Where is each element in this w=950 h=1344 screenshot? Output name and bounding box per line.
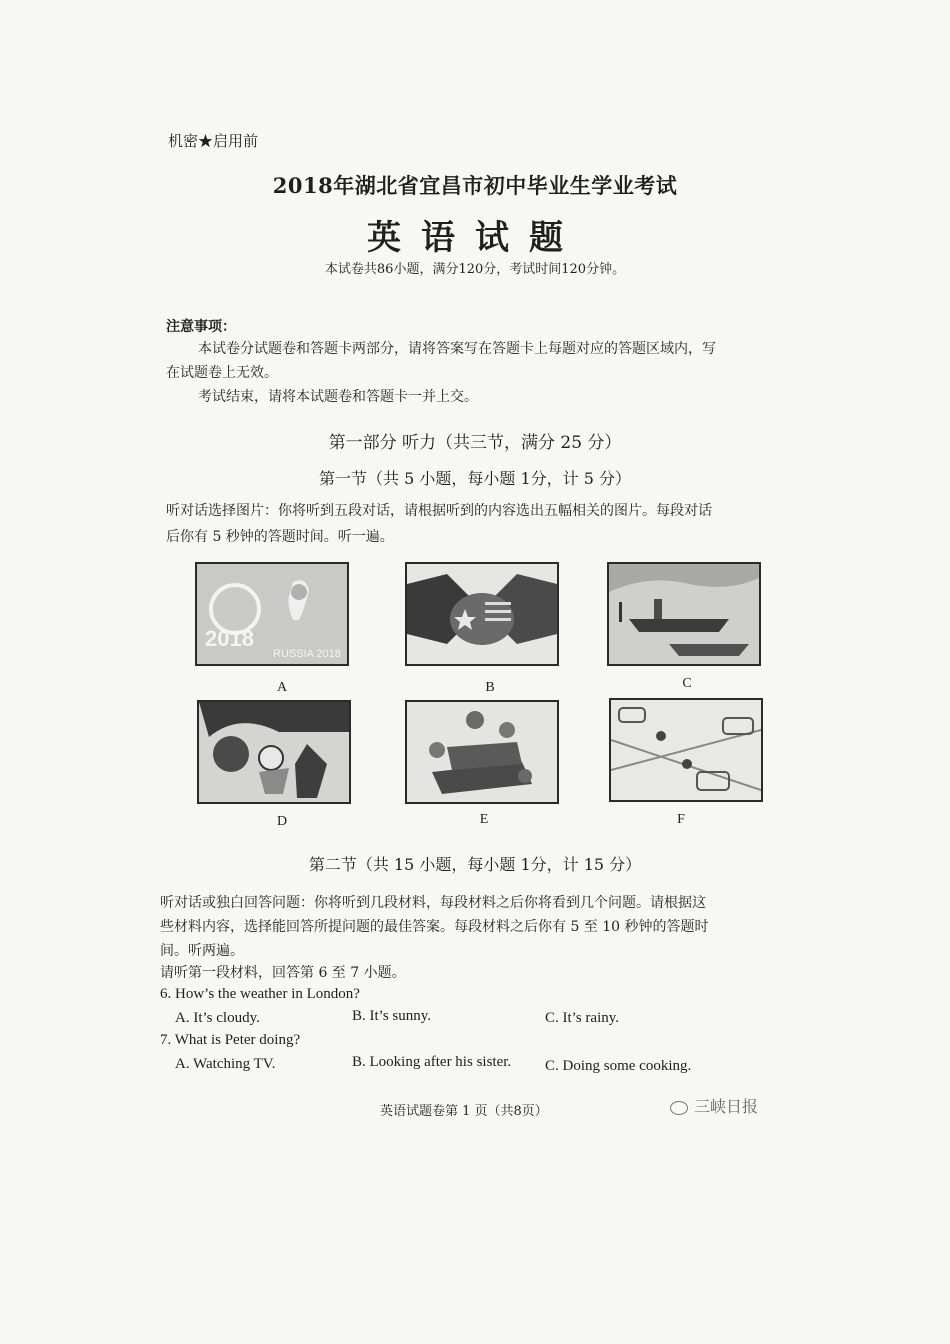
question-7-option-c: C. Doing some cooking. [545, 1058, 692, 1074]
section1-instruction-1: 听对话选择图片：你将听到五段对话，请根据听到的内容选出五幅相关的图片。每段对话 [166, 503, 712, 519]
wechat-icon [670, 1101, 688, 1115]
question-6-option-c: C. It’s rainy. [545, 1010, 620, 1026]
picture-f-crossing [609, 698, 763, 802]
section1-instruction-2: 后你有 5 秒钟的答题时间。听一遍。 [166, 529, 394, 545]
picture-c-label: C [682, 676, 692, 691]
kids-books-icon [407, 702, 557, 802]
question-6-option-a: A. It’s cloudy. [175, 1010, 260, 1026]
picture-e-books [405, 700, 559, 804]
boats-river-icon [609, 564, 759, 664]
picture-f-label: F [677, 812, 685, 827]
section2-instruction-3: 间。听两遍。 [160, 943, 244, 959]
picture-a-worldcup-logo [195, 562, 349, 666]
exam-info: 本试卷共86小题，满分120分，考试时间120分钟。 [324, 262, 626, 277]
subject-title: 英语试题 [367, 218, 583, 258]
picture-b-label: B [485, 680, 495, 695]
notes-line-3: 考试结束，请将本试题卷和答题卡一并上交。 [198, 389, 478, 405]
question-7-option-a: A. Watching TV. [175, 1056, 276, 1072]
notes-heading: 注意事项： [166, 319, 236, 335]
question-6-option-b: B. It’s sunny. [352, 1008, 432, 1024]
page-footer: 英语试题卷第 1 页（共8页） [380, 1104, 548, 1119]
section1-title: 第一节（共 5 小题，每小题 1分，计 5 分） [319, 469, 631, 488]
section2-instruction-4: 请听第一段材料，回答第 6 至 7 小题。 [160, 965, 406, 981]
picture-d-label: D [276, 814, 288, 829]
picture-a-russia: RUSSIA 2018 [273, 648, 341, 660]
section2-title: 第二节（共 15 小题，每小题 1分，计 15 分） [308, 855, 642, 874]
picture-a-year: 2018 [205, 626, 254, 651]
watermark [670, 1094, 758, 1117]
exam-title: 2018年湖北省宜昌市初中毕业生学业考试 [272, 173, 678, 198]
part1-title: 第一部分 听力（共三节，满分 25 分） [328, 433, 622, 453]
notes-line-1: 本试卷分试题卷和答题卡两部分，请将答案写在答题卡上每题对应的答题区域内，写 [198, 341, 716, 357]
section2-instruction-1: 听对话或独白回答问题：你将听到几段材料，每段材料之后你将看到几个问题。请根据这 [160, 895, 706, 911]
picture-a-label: A [276, 680, 288, 695]
question-6: 6. How’s the weather in London? [160, 986, 360, 1002]
picture-b-handshake [405, 562, 559, 666]
street-crossing-icon [611, 700, 761, 800]
confidential-label: 机密★启用前 [168, 132, 259, 150]
dragon-cartoon-icon [199, 702, 349, 802]
question-7-option-b: B. Looking after his sister. [352, 1054, 512, 1070]
picture-e-label: E [479, 812, 489, 827]
picture-d-cartoon [197, 700, 351, 804]
question-7: 7. What is Peter doing? [160, 1032, 301, 1048]
notes-line-2: 在试题卷上无效。 [166, 365, 278, 381]
watermark-text: 三峡日报 [694, 1097, 759, 1116]
section2-instruction-2: 些材料内容，选择能回答所提问题的最佳答案。每段材料之后你有 5 至 10 秒钟的答题时 [160, 919, 709, 935]
picture-c-boats [607, 562, 761, 666]
handshake-flags-icon [407, 564, 557, 664]
